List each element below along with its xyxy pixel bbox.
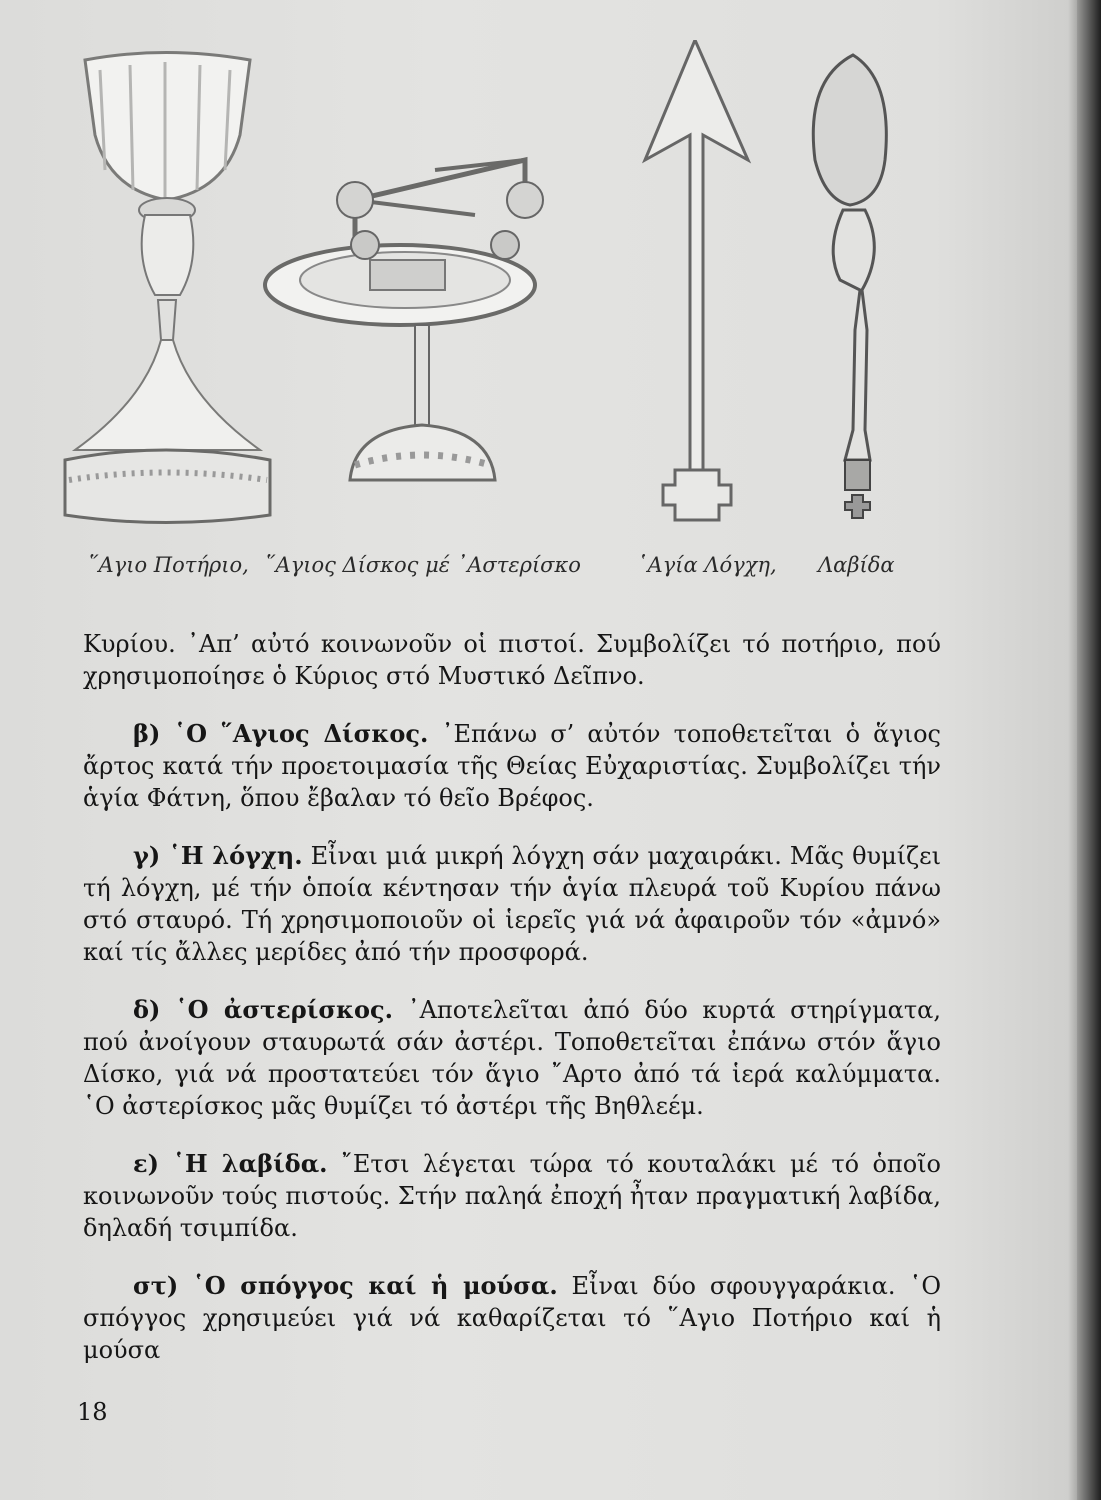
- spoon-illustration: [813, 55, 886, 518]
- paragraph-asterisk: δ) ῾Ο ἀστερίσκος. ᾿Αποτελεῖται ἀπό δύο κυρτά στηρίγματα, πού ἀνοίγουν σταυρωτά σάν ἀστέρι. Τοποθετεῖται ἐπάνω στόν ἅγιο Δίσκο, γιά νά προστατεύει τόν ἅγιο ῎Αρτο ἀπό τά ἱερά καλύμματα. ῾Ο ἀστερίσκος μᾶς θυμίζει τό ἀστέρι τῆς Βηθλεέμ.: [83, 995, 942, 1120]
- body-text: [83, 628, 941, 1392]
- paragraph-lance: γ) ῾Η λόγχη. Εἶναι μιά μικρή λόγχη σάν μαχαιράκι. Μᾶς θυμίζει τή λόγχη, μέ τήν ὁποία κέντησαν τήν ἁγία πλευρά τοῦ Κυρίου πάνω στό σταυρό. Τή χρησιμοποιοῦν οἱ ἱερεῖς γιά νά ἀφαιροῦν τόν «ἀμνό» καί τίς ἄλλες μερίδες ἀπό τήν προσφορά.: [83, 841, 941, 966]
- illustration-captions: [0, 553, 1101, 593]
- chalice-illustration: [65, 53, 270, 523]
- paragraph-sponge: στ) ῾Ο σπόγγος καί ἡ μούσα. Εἶναι δύο σφουγγαράκια. ῾Ο σπόγγος χρησιμεύει γιά νά καθαρίζεται τό ῞Αγιο Ποτήριο καί ἡ μούσα: [83, 1271, 942, 1364]
- paten-asterisk-illustration: [265, 160, 543, 480]
- paragraph-chalice-end: Κυρίου. ᾿Απ’ αὐτό κοινωνοῦν οἱ πιστοί. Συμβολίζει τό ποτήριο, πού χρησιμοποίησε ὁ Κύριος στό Μυστικό Δεῖπνο.: [83, 630, 941, 690]
- caption-spoon: Λαβίδα: [818, 553, 895, 577]
- caption-disk: ῞Αγιος Δίσκος μέ ᾿Αστερίσκο: [265, 553, 581, 577]
- caption-chalice: ῞Αγιο Ποτήριο,: [88, 553, 249, 577]
- page-number: 18: [77, 1398, 108, 1426]
- paragraph-spoon: ε) ῾Η λαβίδα. ῎Ετσι λέγεται τώρα τό κουταλάκι μέ τό ὁποῖο κοινωνοῦν τούς πιστούς. Στήν παληά ἐποχή ἦταν πραγματική λαβίδα, δηλαδή τσιμπίδα.: [83, 1149, 941, 1242]
- book-spine-shadow: [1077, 0, 1101, 1500]
- liturgical-items-illustration: [55, 40, 1055, 580]
- paragraph-disk: β) ῾Ο ῞Αγιος Δίσκος. ᾿Επάνω σ’ αὐτόν τοποθετεῖται ὁ ἅγιος ἄρτος κατά τήν προετοιμασία τῆς Θείας Εὐχαριστίας. Συμβολίζει τήν ἁγία Φάτνη, ὅπου ἔβαλαν τό θεῖο Βρέφος.: [83, 719, 941, 812]
- caption-lance: ῾Αγία Λόγχη,: [637, 553, 777, 577]
- lance-illustration: [645, 40, 748, 520]
